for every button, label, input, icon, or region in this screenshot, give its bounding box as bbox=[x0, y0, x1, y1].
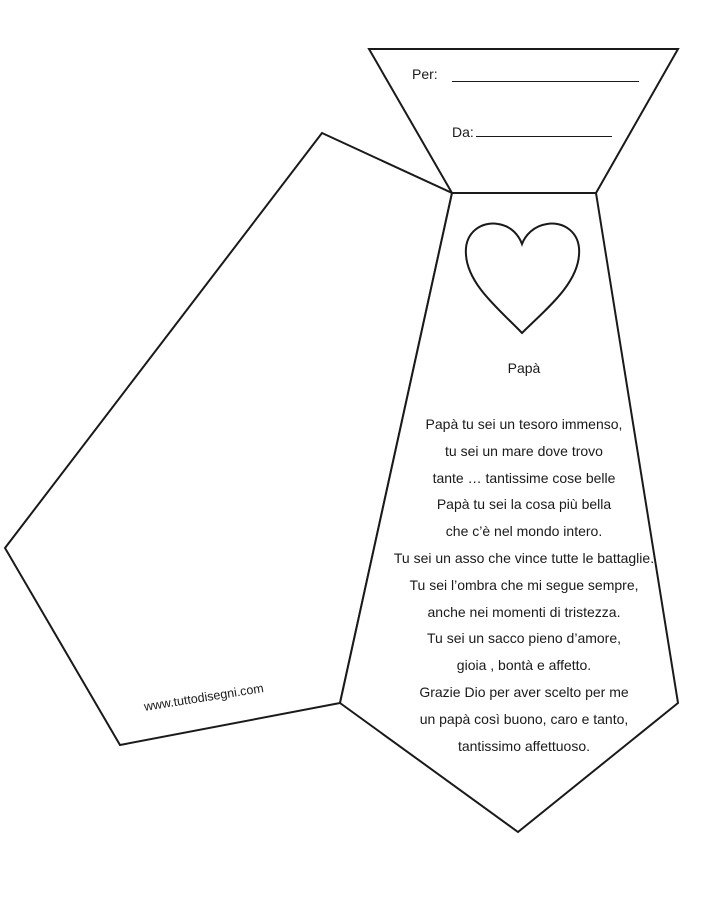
to-label: Per: bbox=[412, 66, 438, 82]
poem-line: Tu sei un asso che vince tutte le battaglie. bbox=[393, 549, 655, 566]
poem-line: Grazie Dio per aver scelto per me bbox=[419, 683, 629, 700]
poem-line: Tu sei l’ombra che mi segue sempre, bbox=[409, 576, 639, 593]
poem-line: gioia , bontà e affetto. bbox=[456, 657, 592, 674]
poem-title: Papà bbox=[507, 360, 541, 376]
to-field-line[interactable] bbox=[452, 81, 639, 82]
poem-line: Papà tu sei la cosa più bella bbox=[436, 496, 612, 513]
website-credit: www.tuttodisegni.com bbox=[143, 681, 265, 714]
poem-line: anche nei momenti di tristezza. bbox=[427, 603, 621, 620]
poem-line: che c’è nel mondo intero. bbox=[445, 523, 603, 540]
poem-line: Papà tu sei un tesoro immenso, bbox=[425, 416, 623, 432]
from-field-line[interactable] bbox=[476, 136, 612, 137]
from-label: Da: bbox=[452, 124, 474, 140]
poem-line: Tu sei un sacco pieno d’amore, bbox=[426, 630, 622, 647]
poem-line: tantissimo affettuoso. bbox=[457, 737, 591, 754]
poem-body bbox=[370, 414, 678, 762]
poem-line: tante … tantissime cose belle bbox=[432, 469, 616, 486]
poem-line: un papà così buono, caro e tanto, bbox=[419, 710, 629, 727]
poem-line: tu sei un mare dove trovo bbox=[445, 442, 603, 459]
